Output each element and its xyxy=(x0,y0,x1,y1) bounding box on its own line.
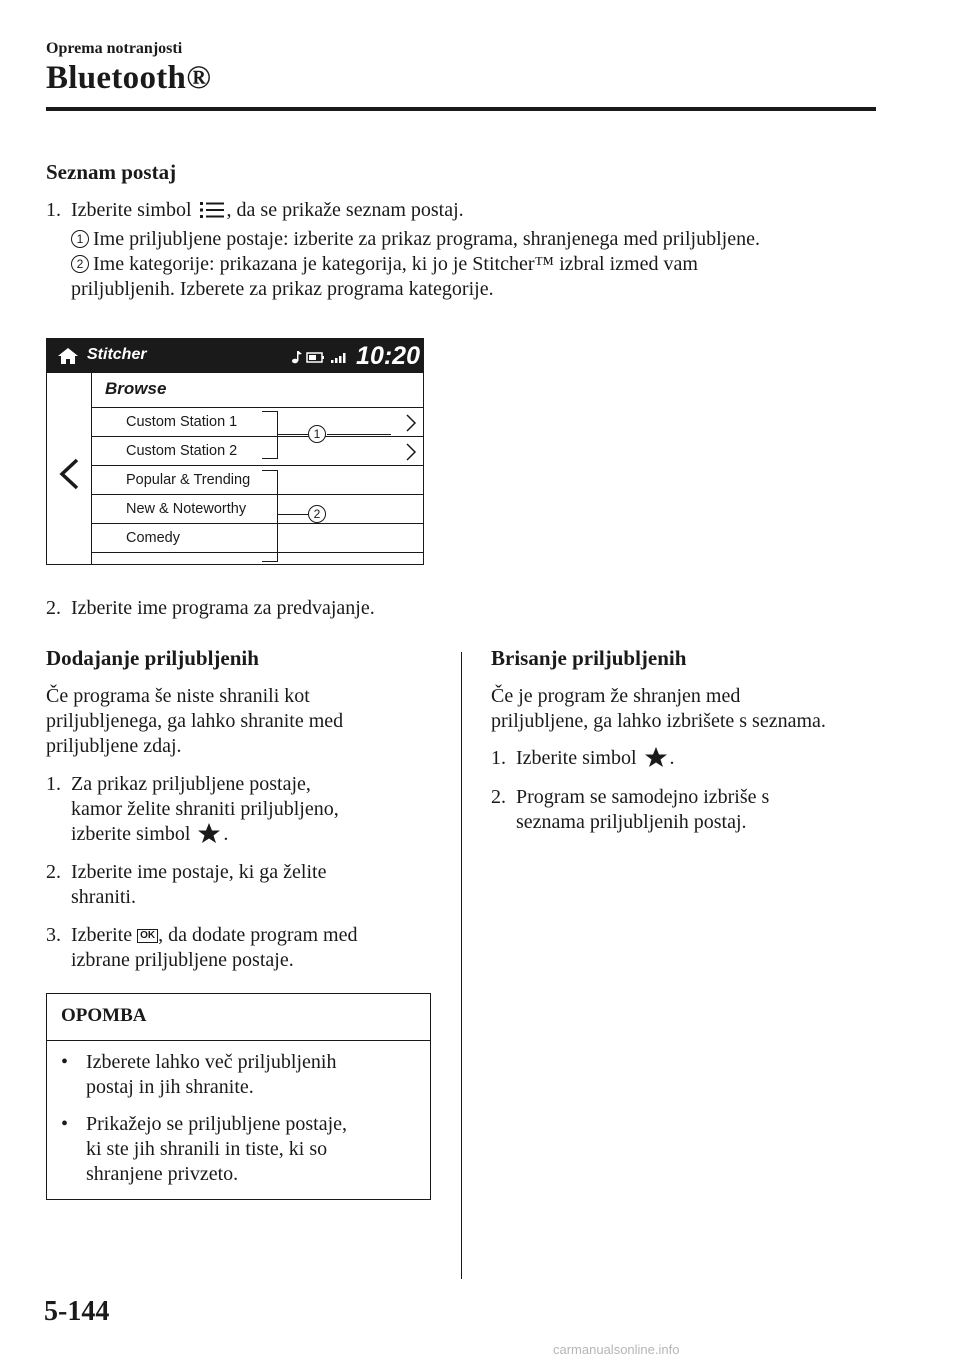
add-step-2-line: Izberite ime postaje, ki ga želite xyxy=(71,861,327,883)
step-number: 1. xyxy=(46,773,61,795)
note-bullet-line: shranjene privzeto. xyxy=(86,1163,239,1185)
add-favorites-step-1 xyxy=(46,772,446,851)
station-row-custom-1[interactable] xyxy=(91,407,423,437)
intro-line: priljubljene zdaj. xyxy=(46,735,182,757)
add-favorites-heading: Dodajanje priljubljenih xyxy=(46,646,259,670)
ok-button-icon: OK xyxy=(137,929,158,943)
intro-line: priljubljenega, ga lahko shranite med xyxy=(46,710,344,732)
add-step-3-line xyxy=(71,923,446,948)
delete-step-1 xyxy=(491,746,911,775)
add-favorites-intro xyxy=(46,684,446,759)
star-icon xyxy=(644,746,668,775)
callout-marker-2: 2 xyxy=(308,505,326,523)
station-row-label: Custom Station 2 xyxy=(126,443,238,459)
page-number: 5-144 xyxy=(44,1296,110,1327)
category-row-new[interactable] xyxy=(91,494,423,524)
step-number: 2. xyxy=(46,597,61,619)
step-number: 2. xyxy=(491,786,506,808)
screen-row-divider xyxy=(91,552,423,553)
callout-marker-1: 1 xyxy=(308,425,326,443)
station-row-label: Custom Station 1 xyxy=(126,414,238,430)
delete-step-1-text: Izberite simbol xyxy=(516,747,637,769)
delete-step-2-line: Program se samodejno izbriše s xyxy=(516,786,770,808)
intro-line: priljubljene, ga lahko izbrišete s seznama. xyxy=(491,710,826,732)
screen-app-name: Stitcher xyxy=(87,346,147,363)
intro-line: Če programa še niste shranili kot xyxy=(46,685,310,707)
signal-icon xyxy=(331,353,346,363)
station-list-heading: Seznam postaj xyxy=(46,160,177,184)
bullet-dot: • xyxy=(61,1113,69,1135)
station-list-steps xyxy=(46,198,906,302)
chapter-title: Bluetooth® xyxy=(46,60,212,96)
delete-favorites-intro xyxy=(491,684,921,734)
step-2-text: Izberite ime programa za predvajanje. xyxy=(71,597,375,619)
callout-2-bracket xyxy=(262,470,278,562)
add-step-1-line-text: izberite simbol xyxy=(71,823,191,845)
add-step-1-line xyxy=(71,822,446,851)
add-step-3-text-after: , da dodate program med xyxy=(158,924,358,946)
step-number: 2. xyxy=(46,861,61,883)
callout-2-desc xyxy=(46,252,906,277)
home-icon[interactable] xyxy=(57,347,79,370)
status-icons xyxy=(291,349,349,370)
note-bullet-2 xyxy=(61,1112,416,1187)
step-number: 1. xyxy=(491,747,506,769)
category-row-comedy[interactable] xyxy=(91,523,423,553)
add-step-1-line: kamor želite shraniti priljubljeno, xyxy=(71,798,339,820)
callout-2-desc-cont: priljubljenih. Izberete za prikaz programa kategorije. xyxy=(71,278,494,300)
station-row-custom-2[interactable] xyxy=(91,436,423,466)
category-row-label: Comedy xyxy=(126,530,180,546)
bullet-dot: • xyxy=(61,1051,69,1073)
step-number: 3. xyxy=(46,924,61,946)
chevron-right-icon xyxy=(405,413,417,438)
step-1-text-after: , da se prikaže seznam postaj. xyxy=(226,199,464,221)
callout-marker-2: 2 xyxy=(71,255,89,273)
add-step-1-line: Za prikaz priljubljene postaje, xyxy=(71,773,311,795)
add-step-3 xyxy=(46,923,446,973)
delete-step-1-end: . xyxy=(669,747,675,769)
note-bullet-line: postaj in jih shranite. xyxy=(86,1076,254,1098)
add-step-1-line-end: . xyxy=(223,823,229,845)
header-rule xyxy=(46,107,876,111)
category-row-popular[interactable] xyxy=(91,465,423,495)
note-header xyxy=(47,994,430,1041)
step-1-text-before: Izberite simbol xyxy=(71,199,192,221)
note-bullet-1 xyxy=(61,1050,416,1100)
infotainment-screen xyxy=(46,338,424,565)
step-number: 1. xyxy=(46,199,61,221)
callout-1-bracket xyxy=(262,411,278,459)
callout-1-text: Ime priljubljene postaje: izberite za prikaz programa, shranjenega med priljubljene. xyxy=(93,228,760,250)
note-bullet-line: ki ste jih shranili in tiste, ki so xyxy=(86,1138,328,1160)
list-icon xyxy=(199,200,225,227)
callout-1-leader xyxy=(278,434,308,435)
add-step-2-line: shraniti. xyxy=(71,886,136,908)
category-row-label: New & Noteworthy xyxy=(126,501,247,517)
note-bullet-line: Prikažejo se priljubljene postaje, xyxy=(86,1113,348,1135)
battery-icon xyxy=(307,353,324,362)
category-row-label: Popular & Trending xyxy=(126,472,251,488)
delete-favorites-step-1 xyxy=(491,746,911,775)
note-box xyxy=(46,993,431,1200)
back-panel[interactable] xyxy=(47,373,92,564)
star-icon xyxy=(197,822,221,851)
delete-favorites-heading: Brisanje priljubljenih xyxy=(491,646,687,670)
step-2 xyxy=(46,596,746,621)
add-step-3-text-before: Izberite xyxy=(71,924,133,946)
screen-status-bar xyxy=(47,339,423,373)
screen-section-title: Browse xyxy=(105,379,167,398)
callout-1-leader-right xyxy=(327,434,391,435)
add-step-1 xyxy=(46,772,446,851)
note-title: OPOMBA xyxy=(61,1005,147,1026)
column-divider xyxy=(461,652,462,1279)
callout-marker-1: 1 xyxy=(71,230,89,248)
add-step-3-line: izbrane priljubljene postaje. xyxy=(71,949,294,971)
add-favorites-step-3 xyxy=(46,923,446,973)
chevron-right-icon xyxy=(405,442,417,467)
callout-2-leader xyxy=(278,514,308,515)
intro-line: Če je program že shranjen med xyxy=(491,685,741,707)
callout-1-desc xyxy=(46,227,906,252)
delete-favorites-step-2 xyxy=(491,785,911,835)
station-list-step-2-wrap xyxy=(46,596,746,621)
add-favorites-step-2 xyxy=(46,860,446,910)
note-bullet-line: Izberete lahko več priljubljenih xyxy=(86,1051,337,1073)
step-1 xyxy=(46,198,906,227)
music-note-icon xyxy=(292,351,302,363)
add-step-2 xyxy=(46,860,446,910)
back-arrow-icon[interactable] xyxy=(57,457,81,496)
delete-step-2 xyxy=(491,785,911,835)
screen-clock: 10:20 xyxy=(356,342,420,370)
section-label: Oprema notranjosti xyxy=(46,40,183,57)
delete-step-2-line: seznama priljubljenih postaj. xyxy=(516,811,747,833)
callout-2-text-line1: Ime kategorije: prikazana je kategorija, ki jo je Stitcher™ izbral izmed vam xyxy=(93,253,698,275)
watermark: carmanualsonline.info xyxy=(553,1342,680,1357)
